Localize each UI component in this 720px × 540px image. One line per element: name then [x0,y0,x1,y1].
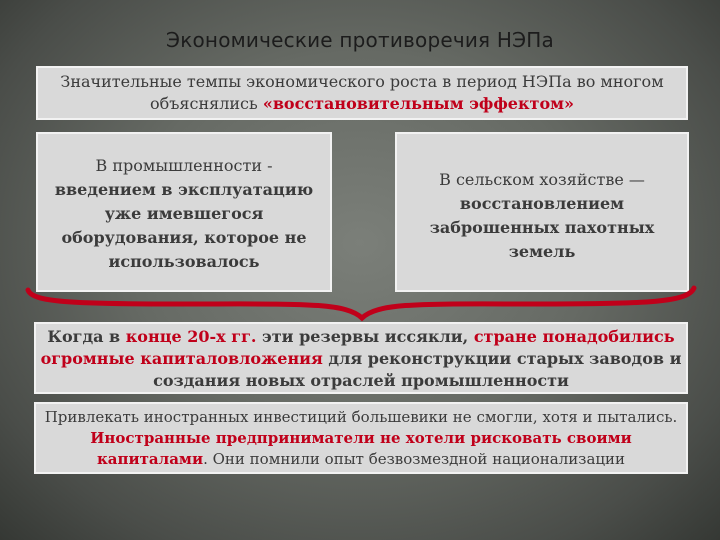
intro-text: Значительные темпы экономического роста в период НЭПа во многом объяснялись [60,72,664,113]
industry-text: введением в эксплуатацию уже имевшегося оборудования, которое не использовалось [54,180,314,271]
intro-highlight: «восстановительным эффектом» [262,94,575,113]
investments-box [34,402,688,474]
investments-text-1: Привлекать иностранных инвестиций большевики не смогли, хотя и пытались. [44,408,678,426]
investments-highlight: Иностранные предприниматели не хотели рисковать своими капиталами [90,429,632,468]
agriculture-heading: В сельском хозяйстве — [439,170,645,189]
reserves-highlight-2: стране понадобились огромные капиталовложения [40,327,675,368]
reserves-text-1: Когда в [47,327,126,346]
reserves-text-3: для реконструкции старых заводов и создания новых отраслей промышленности [153,349,682,390]
slide-title: Экономические противоречия НЭПа [166,28,554,52]
industry-heading: В промышленности - [95,156,273,175]
reserves-text-2: эти резервы иссякли, [256,327,474,346]
reserves-box [34,322,688,394]
reserves-highlight-1: конце 20-х гг. [125,327,257,346]
agriculture-text: восстановлением заброшенных пахотных земель [429,194,655,261]
investments-text-2: . Они помнили опыт безвозмездной национализации [203,450,626,468]
